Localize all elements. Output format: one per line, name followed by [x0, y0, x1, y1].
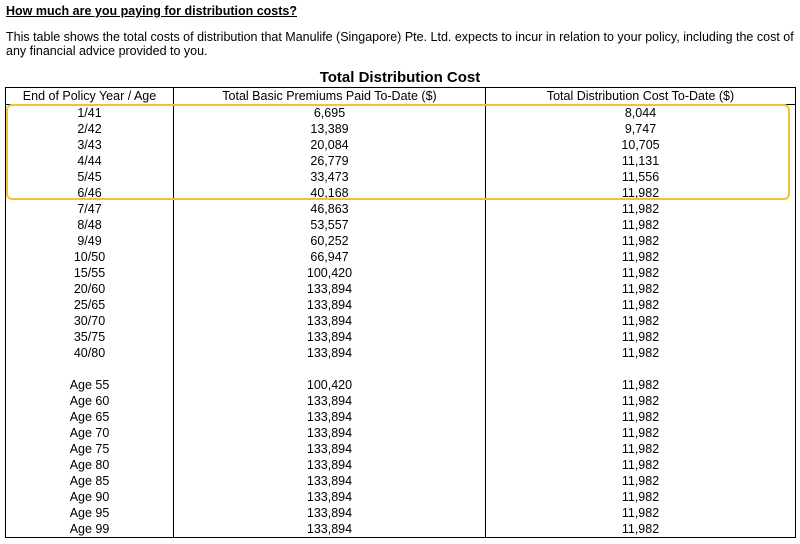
cell-premiums-paid: 133,894 — [174, 345, 486, 361]
cell-premiums-paid: 133,894 — [174, 505, 486, 521]
cell-policy-year: 3/43 — [6, 137, 174, 153]
cell-policy-year: Age 75 — [6, 441, 174, 457]
table-row — [6, 489, 796, 505]
cell-policy-year: Age 60 — [6, 393, 174, 409]
table-row — [6, 153, 796, 169]
table-row — [6, 409, 796, 425]
table-row — [6, 441, 796, 457]
cell-premiums-paid: 133,894 — [174, 425, 486, 441]
cell-policy-year: 15/55 — [6, 265, 174, 281]
cell-distribution-cost: 11,982 — [486, 185, 796, 201]
cell-policy-year: 7/47 — [6, 201, 174, 217]
cell-policy-year: 35/75 — [6, 329, 174, 345]
cell-policy-year: 2/42 — [6, 121, 174, 137]
cell-distribution-cost: 11,982 — [486, 425, 796, 441]
table-row — [6, 505, 796, 521]
cell-policy-year: 30/70 — [6, 313, 174, 329]
table-row — [6, 281, 796, 297]
cell-distribution-cost: 11,982 — [486, 297, 796, 313]
cell-policy-year — [6, 361, 174, 377]
cell-policy-year: Age 70 — [6, 425, 174, 441]
header-distribution-cost: Total Distribution Cost To-Date ($) — [486, 88, 796, 105]
cell-premiums-paid: 133,894 — [174, 329, 486, 345]
table-row — [6, 297, 796, 313]
table-row — [6, 345, 796, 361]
distribution-cost-table — [5, 87, 796, 538]
cell-distribution-cost: 10,705 — [486, 137, 796, 153]
cell-premiums-paid: 133,894 — [174, 457, 486, 473]
table-row — [6, 377, 796, 393]
cell-distribution-cost: 11,982 — [486, 265, 796, 281]
cell-distribution-cost: 11,556 — [486, 169, 796, 185]
cell-distribution-cost: 11,982 — [486, 409, 796, 425]
table-row — [6, 185, 796, 201]
cell-distribution-cost: 11,982 — [486, 345, 796, 361]
table-row — [6, 265, 796, 281]
cell-policy-year: 8/48 — [6, 217, 174, 233]
cell-premiums-paid: 40,168 — [174, 185, 486, 201]
cell-policy-year: 4/44 — [6, 153, 174, 169]
cell-premiums-paid: 133,894 — [174, 521, 486, 538]
cell-premiums-paid: 133,894 — [174, 281, 486, 297]
cell-policy-year: 1/41 — [6, 105, 174, 122]
table-row — [6, 521, 796, 538]
cell-premiums-paid: 66,947 — [174, 249, 486, 265]
table-row — [6, 233, 796, 249]
cell-distribution-cost: 11,982 — [486, 233, 796, 249]
section-heading: How much are you paying for distribution costs? — [6, 4, 297, 18]
intro-paragraph: This table shows the total costs of distribution that Manulife (Singapore) Pte. Ltd. expects to incur in relation to your policy, including the cost of any financial advice provided to you. — [6, 30, 794, 58]
cell-premiums-paid: 133,894 — [174, 473, 486, 489]
cell-policy-year: 5/45 — [6, 169, 174, 185]
table-header-row — [6, 88, 796, 105]
cell-distribution-cost: 11,982 — [486, 521, 796, 538]
cell-distribution-cost: 11,982 — [486, 505, 796, 521]
cell-distribution-cost: 11,982 — [486, 377, 796, 393]
table-row — [6, 249, 796, 265]
table-row — [6, 313, 796, 329]
table-row — [6, 425, 796, 441]
table-row — [6, 169, 796, 185]
table-title: Total Distribution Cost — [319, 69, 481, 86]
cell-premiums-paid — [174, 361, 486, 377]
cell-premiums-paid: 6,695 — [174, 105, 486, 122]
cell-distribution-cost: 11,982 — [486, 457, 796, 473]
table-row — [6, 393, 796, 409]
cell-distribution-cost: 11,982 — [486, 313, 796, 329]
cell-premiums-paid: 133,894 — [174, 313, 486, 329]
cell-distribution-cost: 11,131 — [486, 153, 796, 169]
cell-policy-year: 10/50 — [6, 249, 174, 265]
table-row — [6, 329, 796, 345]
cell-policy-year: Age 99 — [6, 521, 174, 538]
table-row — [6, 201, 796, 217]
cell-distribution-cost: 11,982 — [486, 393, 796, 409]
cell-premiums-paid: 133,894 — [174, 489, 486, 505]
cell-distribution-cost: 9,747 — [486, 121, 796, 137]
cell-distribution-cost — [486, 361, 796, 377]
cell-distribution-cost: 11,982 — [486, 281, 796, 297]
cell-policy-year: Age 95 — [6, 505, 174, 521]
cell-distribution-cost: 11,982 — [486, 201, 796, 217]
cell-distribution-cost: 11,982 — [486, 329, 796, 345]
cell-distribution-cost: 11,982 — [486, 249, 796, 265]
cell-policy-year: 9/49 — [6, 233, 174, 249]
cell-premiums-paid: 20,084 — [174, 137, 486, 153]
cell-distribution-cost: 11,982 — [486, 441, 796, 457]
cell-premiums-paid: 60,252 — [174, 233, 486, 249]
cell-distribution-cost: 11,982 — [486, 217, 796, 233]
table-row — [6, 473, 796, 489]
cell-policy-year: 25/65 — [6, 297, 174, 313]
table-row — [6, 137, 796, 153]
cell-premiums-paid: 133,894 — [174, 393, 486, 409]
cell-premiums-paid: 13,389 — [174, 121, 486, 137]
header-policy-year: End of Policy Year / Age — [6, 88, 174, 105]
table-row — [6, 121, 796, 137]
table-row — [6, 217, 796, 233]
cell-premiums-paid: 100,420 — [174, 265, 486, 281]
cell-premiums-paid: 133,894 — [174, 297, 486, 313]
cell-policy-year: 40/80 — [6, 345, 174, 361]
cell-policy-year: Age 90 — [6, 489, 174, 505]
cell-policy-year: Age 80 — [6, 457, 174, 473]
cell-premiums-paid: 133,894 — [174, 441, 486, 457]
cell-premiums-paid: 46,863 — [174, 201, 486, 217]
cell-policy-year: 20/60 — [6, 281, 174, 297]
table-row — [6, 361, 796, 377]
cell-premiums-paid: 26,779 — [174, 153, 486, 169]
cell-premiums-paid: 33,473 — [174, 169, 486, 185]
cell-premiums-paid: 100,420 — [174, 377, 486, 393]
cell-premiums-paid: 133,894 — [174, 409, 486, 425]
cell-policy-year: Age 55 — [6, 377, 174, 393]
cell-premiums-paid: 53,557 — [174, 217, 486, 233]
cell-policy-year: Age 85 — [6, 473, 174, 489]
cell-policy-year: 6/46 — [6, 185, 174, 201]
cell-distribution-cost: 8,044 — [486, 105, 796, 122]
cell-distribution-cost: 11,982 — [486, 489, 796, 505]
table-row — [6, 457, 796, 473]
header-premiums-paid: Total Basic Premiums Paid To-Date ($) — [174, 88, 486, 105]
cell-policy-year: Age 65 — [6, 409, 174, 425]
cell-distribution-cost: 11,982 — [486, 473, 796, 489]
table-row — [6, 105, 796, 122]
